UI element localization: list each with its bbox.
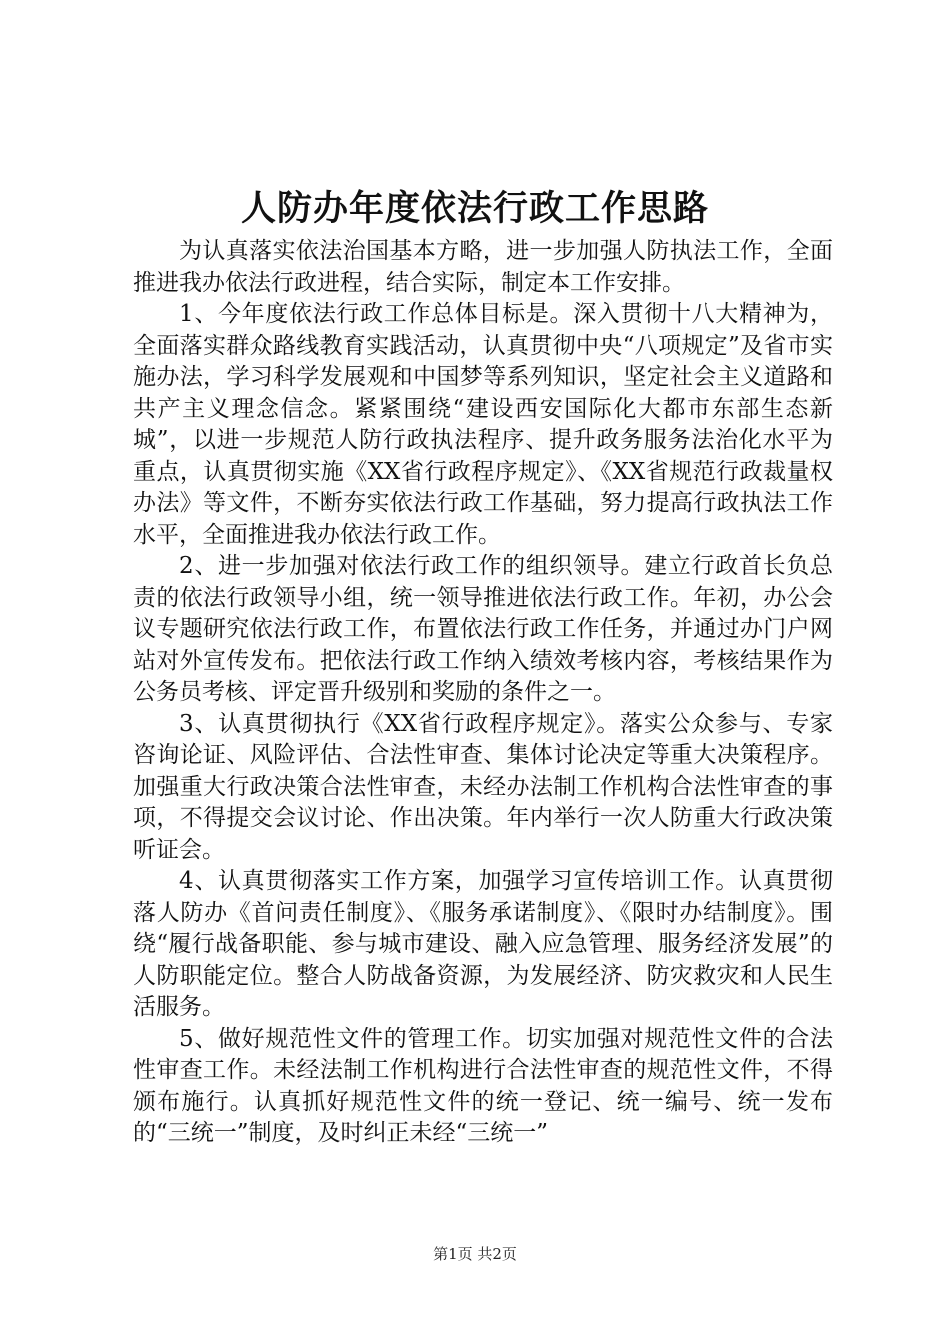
paragraph-intro: 为认真落实依法治国基本方略，进一步加强人防执法工作，全面推进我办依法行政进程，结合实际，制定本工作安排。 — [133, 238, 833, 296]
page-number-footer: 第1页 共2页 — [433, 1245, 517, 1263]
document-body — [133, 236, 833, 1150]
paragraph-item-1: 1、今年度依法行政工作总体目标是。深入贯彻十八大精神为，全面落实群众路线教育实践活动，认真贯彻中央“八项规定”及省市实施办法，学习科学发展观和中国梦等系列知识，坚定社会主义道路和共产主义理念信念。紧紧围绕“建设西安国际化大都市东部生态新城”，以进一步规范人防行政执法程序、提升政务服务法治化水平为重点，认真贯彻实施《XX省行政程序规定》、《XX省规范行政裁量权办法》等文件，不断夯实依法行政工作基础，努力提高行政执法工作水平，全面推进我办依法行政工作。 — [133, 301, 833, 548]
paragraph-item-3: 3、认真贯彻执行《XX省行政程序规定》。落实公众参与、专家咨询论证、风险评估、合法性审查、集体讨论决定等重大决策程序。加强重大行政决策合法性审查，未经办法制工作机构合法性审查的事项，不得提交会议讨论、作出决策。年内举行一次人防重大行政决策听证会。 — [133, 710, 833, 863]
paragraph-item-5: 5、做好规范性文件的管理工作。切实加强对规范性文件的合法性审查工作。未经法制工作机构进行合法性审查的规范性文件，不得颁布施行。认真抓好规范性文件的统一登记、统一编号、统一发布的“三统一”制度，及时纠正未经“三统一” — [133, 1025, 833, 1146]
document-title: 人防办年度依法行政工作思路 — [240, 188, 709, 229]
paragraph-item-2: 2、进一步加强对依法行政工作的组织领导。建立行政首长负总责的依法行政领导小组，统一领导推进依法行政工作。年初，办公会议专题研究依法行政工作，布置依法行政工作任务，并通过办门户网站对外宣传发布。把依法行政工作纳入绩效考核内容，考核结果作为公务员考核、评定晋升级别和奖励的条件之一。 — [133, 553, 833, 705]
paragraph-item-4: 4、认真贯彻落实工作方案，加强学习宣传培训工作。认真贯彻落人防办《首问责任制度》、《服务承诺制度》、《限时办结制度》。围绕“履行战备职能、参与城市建设、融入应急管理、服务经济发展”的人防职能定位。整合人防战备资源，为发展经济、防灾救灾和人民生活服务。 — [133, 868, 833, 1020]
